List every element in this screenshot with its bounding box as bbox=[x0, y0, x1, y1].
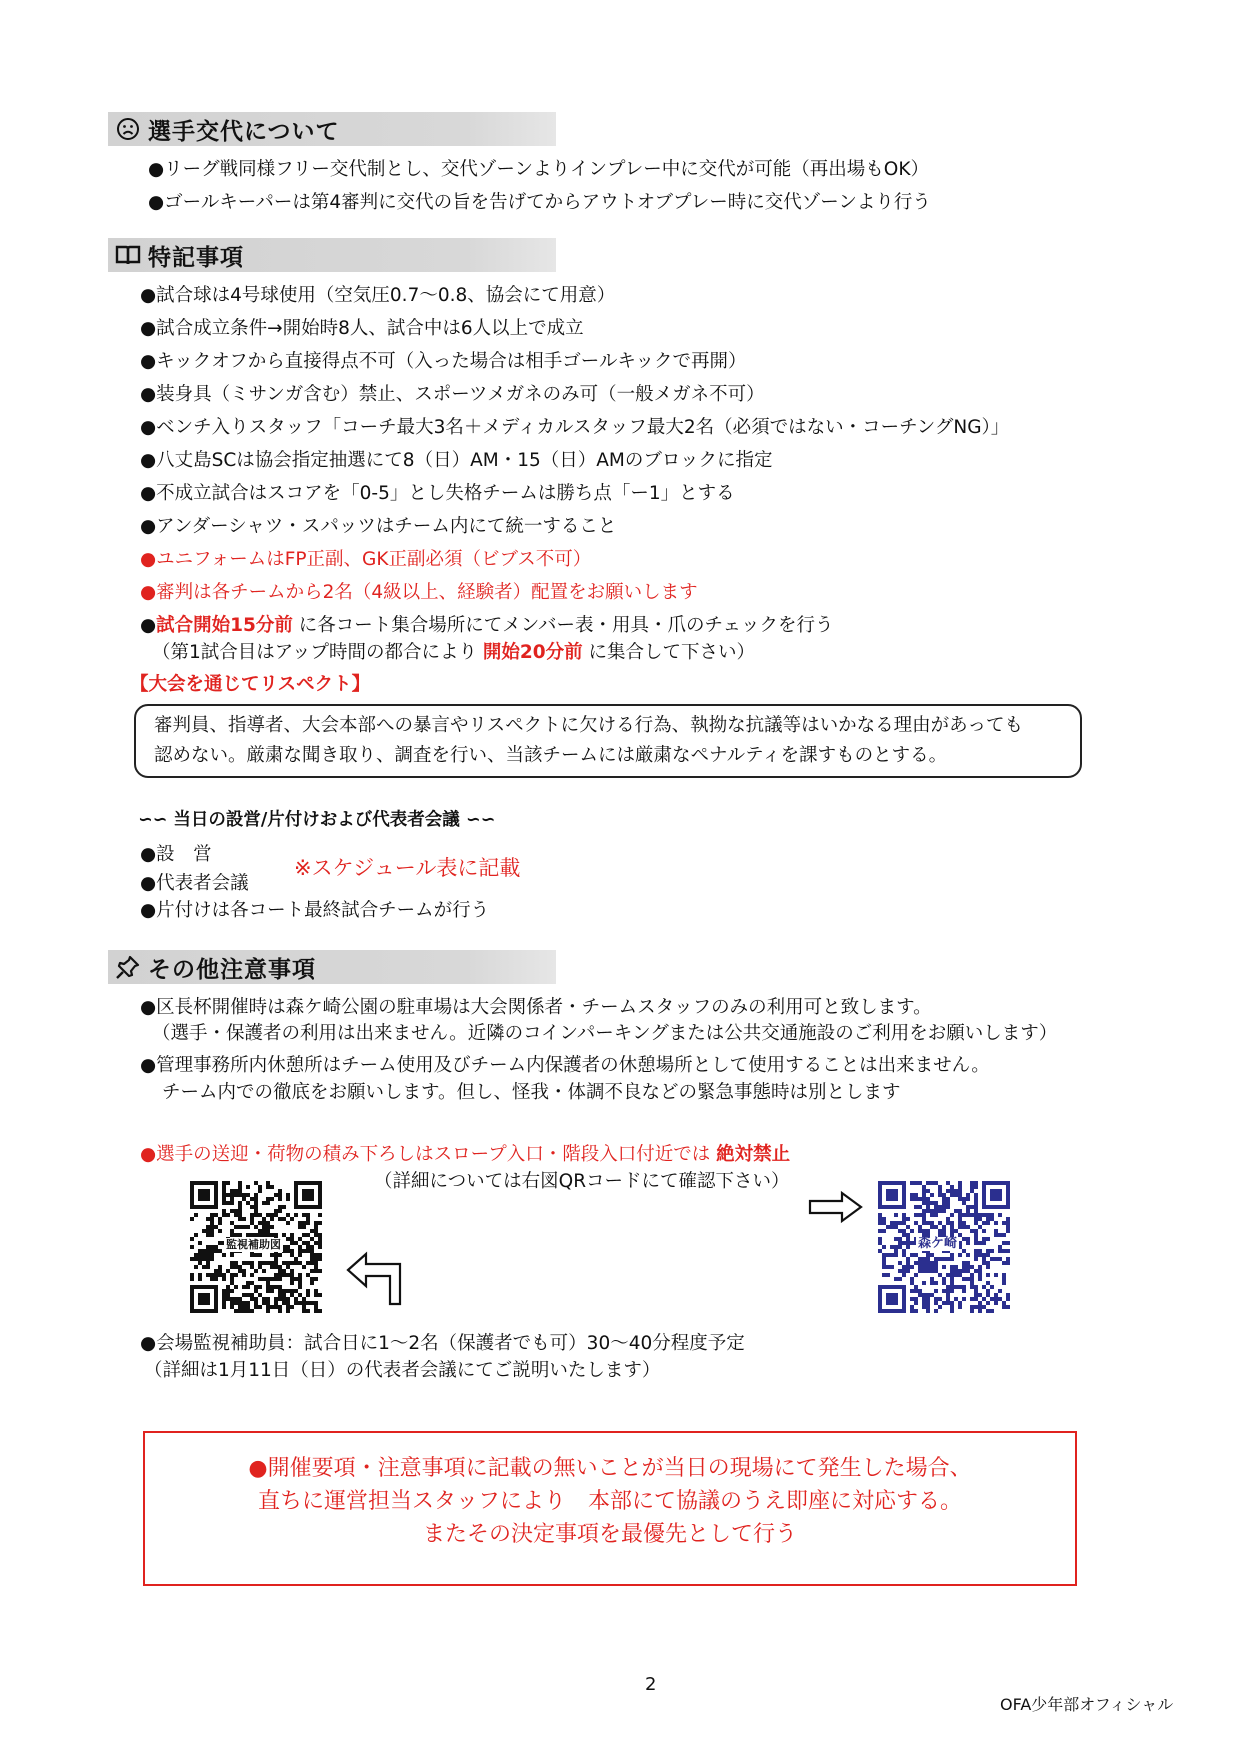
open-book-icon bbox=[108, 244, 148, 266]
list-item: ●片付けは各コート最終試合チームが行う bbox=[140, 900, 490, 921]
list-item: ●設 営 bbox=[140, 844, 212, 865]
list-item: ●八丈島SCは協会指定抽選にて8（日）AM・15（日）AMのブロックに指定 bbox=[140, 450, 773, 471]
list-item: ●試合成立条件→開始時8人、試合中は6人以上で成立 bbox=[140, 318, 584, 339]
note-text: に集合して下さい） bbox=[582, 642, 755, 663]
right-arrow-icon bbox=[808, 1190, 864, 1224]
list-item: ●アンダーシャツ・スパッツはチーム内にて統一すること bbox=[140, 516, 617, 537]
list-item-sub: （詳細は1月11日（日）の代表者会議にてご説明いたします） bbox=[144, 1360, 661, 1381]
section-header-other-notes bbox=[108, 950, 556, 984]
list-item-sub: チーム内での徹底をお願いします。但し、怪我・体調不良などの緊急事態時は別とします bbox=[162, 1082, 901, 1103]
qr-label: 監視補助図 bbox=[226, 1238, 281, 1251]
list-item: ●ゴールキーパーは第4審判に交代の旨を告げてからアウトオブプレー時に交代ゾーンより行う bbox=[148, 192, 931, 213]
note-time-highlight: 開始20分前 bbox=[482, 642, 583, 663]
list-item: ●管理事務所内休憩所はチーム使用及びチーム内保護者の休憩場所として使用することは出来ません。 bbox=[140, 1055, 990, 1076]
list-item: ●キックオフから直接得点不可（入った場合は相手ゴールキックで再開） bbox=[140, 351, 747, 372]
section-title: 特記事項 bbox=[148, 244, 244, 271]
final-notice-line: 直ちに運営担当スタッフにより 本部にて協議のうえ即座に対応する。 bbox=[257, 1489, 962, 1514]
list-item: ●リーグ戦同様フリー交代制とし、交代ゾーンよりインプレー中に交代が可能（再出場もOK） bbox=[148, 159, 929, 180]
list-item: ●会場監視補助員：試合日に1～2名（保護者でも可）30～40分程度予定 bbox=[140, 1333, 745, 1354]
respect-box bbox=[134, 704, 1082, 778]
qr-code-monitoring-map[interactable] bbox=[190, 1181, 322, 1313]
sad-face-icon bbox=[108, 117, 148, 141]
list-item-red: ●ユニフォームはFP正副、GK正副必須（ビブス不可） bbox=[140, 549, 592, 570]
warning-emphasis: 絶対禁止 bbox=[716, 1144, 791, 1165]
list-item: ●代表者会議 bbox=[140, 873, 249, 894]
respect-text: 認めない。厳粛な聞き取り、調査を行い、当該チームには厳粛なペナルティを課すものとする。 bbox=[154, 745, 948, 766]
list-item: ●不成立試合はスコアを「0-5」とし失格チームは勝ち点「ー1」とする bbox=[140, 483, 735, 504]
section-title: 選手交代について bbox=[148, 118, 340, 145]
no-drop-off-warning bbox=[140, 1143, 790, 1167]
first-match-note bbox=[152, 641, 755, 665]
list-item: ●装身具（ミサンガ含む）禁止、スポーツメガネのみ可（一般メガネ不可） bbox=[140, 384, 765, 405]
list-item-red: ●審判は各チームから2名（4級以上、経験者）配置をお願いします bbox=[140, 582, 698, 603]
final-notice-line: またその決定事項を最優先として行う bbox=[422, 1522, 797, 1547]
left-up-arrow-icon bbox=[346, 1251, 404, 1307]
footer-organization: OFA少年部オフィシャル bbox=[1000, 1695, 1174, 1714]
warning-text: ●選手の送迎・荷物の積み下ろしはスロープ入口・階段入口付近では bbox=[140, 1144, 717, 1165]
section-header-substitution bbox=[108, 112, 556, 146]
check-instruction bbox=[140, 614, 833, 638]
setup-heading: ∽∽ 当日の設営/片付けおよび代表者会議 ∽∽ bbox=[138, 810, 496, 830]
qr-code-morigasaki[interactable] bbox=[878, 1181, 1010, 1313]
qr-instruction: （詳細については右図QRコードにて確認下さい） bbox=[374, 1171, 790, 1192]
final-notice-box bbox=[143, 1431, 1077, 1586]
qr-label: 森ケ崎 bbox=[918, 1236, 958, 1251]
respect-heading: 【大会を通じてリスペクト】 bbox=[130, 674, 371, 695]
list-item: ●試合球は4号球使用（空気圧0.7～0.8、協会にて用意） bbox=[140, 285, 616, 306]
page-number: 2 bbox=[645, 1674, 657, 1695]
section-header-special-notes bbox=[108, 238, 556, 272]
check-time-highlight: 試合開始15分前 bbox=[156, 615, 293, 636]
note-text: （第1試合目はアップ時間の都合により bbox=[152, 642, 483, 663]
schedule-note: ※スケジュール表に記載 bbox=[294, 856, 521, 880]
respect-text: 審判員、指導者、大会本部への暴言やリスペクトに欠ける行為、執拗な抗議等はいかなる理由があっても bbox=[154, 715, 1023, 736]
bullet: ● bbox=[140, 615, 157, 636]
section-title: その他注意事項 bbox=[148, 956, 316, 983]
final-notice-line: ●開催要項・注意事項に記載の無いことが当日の現場にて発生した場合、 bbox=[248, 1456, 972, 1481]
list-item-sub: （選手・保護者の利用は出来ません。近隣のコインパーキングまたは公共交通施設のご利用をお願いします） bbox=[152, 1023, 1058, 1044]
list-item: ●ベンチ入りスタッフ「コーチ最大3名＋メディカルスタッフ最大2名（必須ではない・コーチングNG）」 bbox=[140, 417, 1010, 438]
list-item: ●区長杯開催時は森ケ崎公園の駐車場は大会関係者・チームスタッフのみの利用可と致します。 bbox=[140, 997, 932, 1018]
check-text: に各コート集合場所にてメンバー表・用具・爪のチェックを行う bbox=[292, 615, 834, 636]
pushpin-icon bbox=[108, 954, 148, 980]
